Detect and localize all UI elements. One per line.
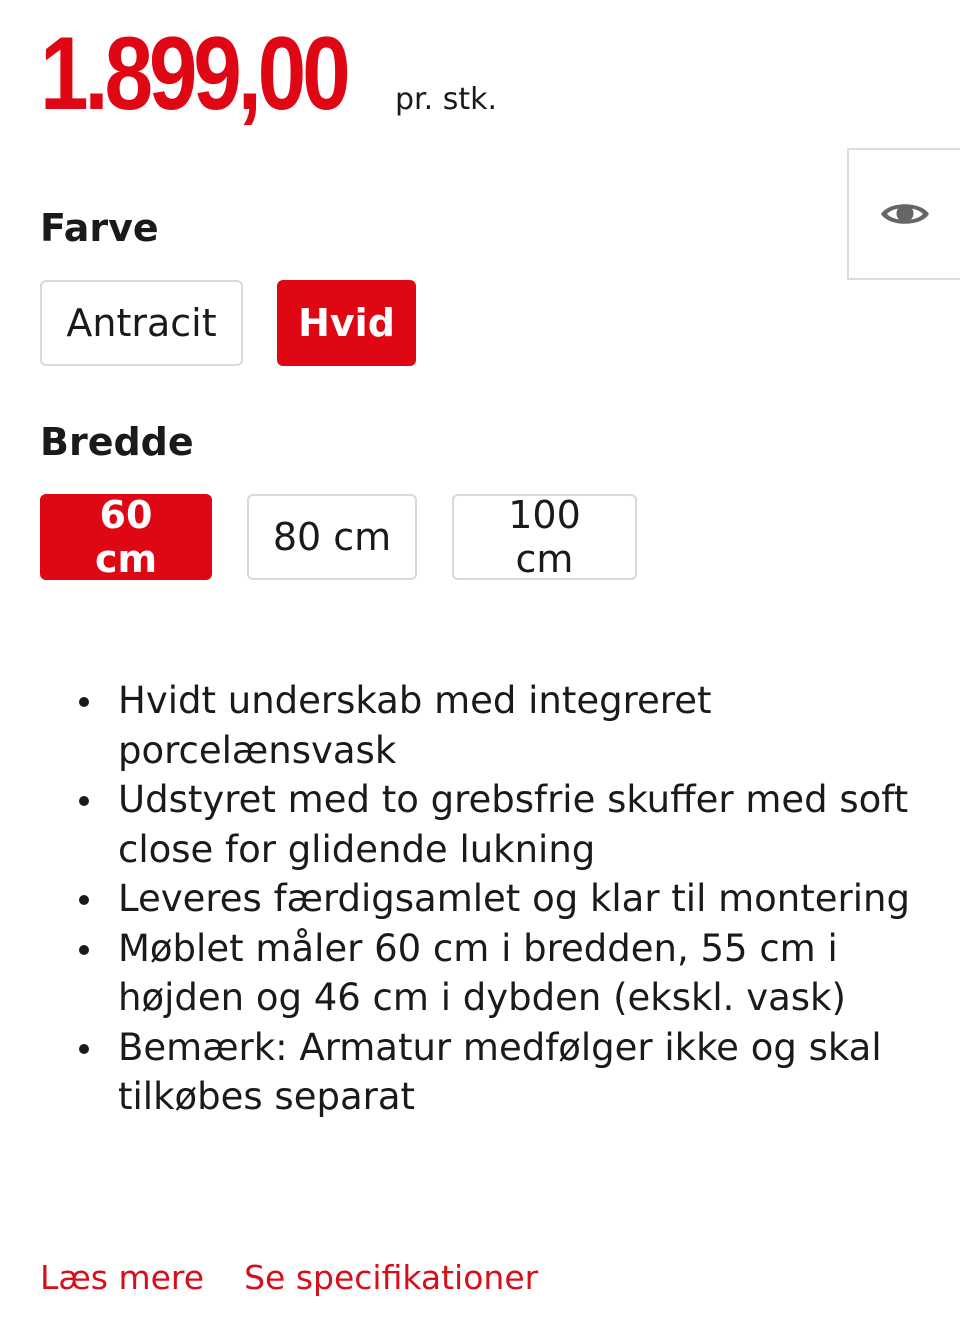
view-button[interactable] xyxy=(847,148,960,280)
price-unit: pr. stk. xyxy=(395,82,497,117)
color-options xyxy=(40,280,416,366)
width-option-100[interactable]: 100 cm xyxy=(452,494,637,580)
width-option-80[interactable]: 80 cm xyxy=(247,494,417,580)
color-label: Farve xyxy=(40,206,159,250)
specifications-link[interactable]: Se specifikationer xyxy=(244,1258,539,1297)
links-row xyxy=(40,1258,538,1297)
feature-item: Møblet måler 60 cm i bredden, 55 cm i højden og 46 cm i dybden (ekskl. vask) xyxy=(72,924,932,1023)
read-more-link[interactable]: Læs mere xyxy=(40,1258,205,1297)
feature-item: Bemærk: Armatur medfølger ikke og skal tilkøbes separat xyxy=(72,1023,932,1122)
feature-item: Udstyret med to grebsfrie skuffer med soft close for glidende lukning xyxy=(72,775,932,874)
eye-icon xyxy=(879,197,931,231)
feature-item: Hvidt underskab med integreret porcelænsvask xyxy=(72,676,932,775)
width-options xyxy=(40,494,637,580)
price-row xyxy=(40,16,497,132)
color-option-hvid[interactable]: Hvid xyxy=(277,280,416,366)
feature-list xyxy=(72,676,932,1122)
width-label: Bredde xyxy=(40,420,194,464)
width-option-60[interactable]: 60 cm xyxy=(40,494,212,580)
color-option-antracit[interactable]: Antracit xyxy=(40,280,243,366)
price-amount: 1.899,00 xyxy=(40,16,347,132)
feature-item: Leveres færdigsamlet og klar til montering xyxy=(72,874,932,924)
